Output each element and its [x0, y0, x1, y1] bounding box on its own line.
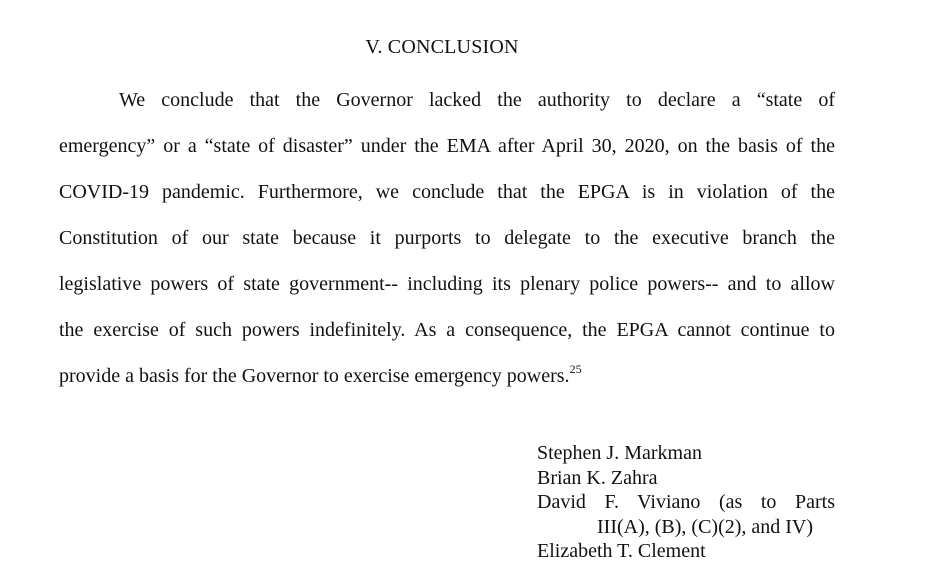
justice-signature: David F. Viviano (as to Parts [537, 491, 835, 513]
paragraph-line: COVID-19 pandemic. Furthermore, we conclude that the EPGA is in violation of the [59, 181, 835, 203]
paragraph-last-line [59, 360, 835, 406]
conclusion-paragraph [59, 84, 835, 406]
paragraph-line: legislative powers of state government-- including its plenary police powers-- and to allow [59, 273, 835, 295]
justice-signature: Stephen J. Markman [537, 442, 702, 464]
paragraph-line: the exercise of such powers indefinitely. As a consequence, the EPGA cannot continue to [59, 319, 835, 341]
signature-block [537, 441, 837, 564]
last-line-text: provide a basis for the Governor to exercise emergency powers. [59, 365, 570, 387]
paragraph-line: Constitution of our state because it purports to delegate to the executive branch the [59, 227, 835, 249]
justice-signature: Elizabeth T. Clement [537, 540, 706, 562]
justice-signature: Brian K. Zahra [537, 466, 658, 489]
section-heading: V. CONCLUSION [365, 36, 519, 58]
signature-qualifier: III(A), (B), (C)(2), and IV) [597, 515, 814, 538]
paragraph-line: We conclude that the Governor lacked the authority to declare a “state of [119, 89, 835, 111]
paragraph-line: emergency” or a “state of disaster” under the EMA after April 30, 2020, on the basis of the [59, 135, 835, 157]
footnote-reference[interactable]: 25 [569, 362, 582, 376]
